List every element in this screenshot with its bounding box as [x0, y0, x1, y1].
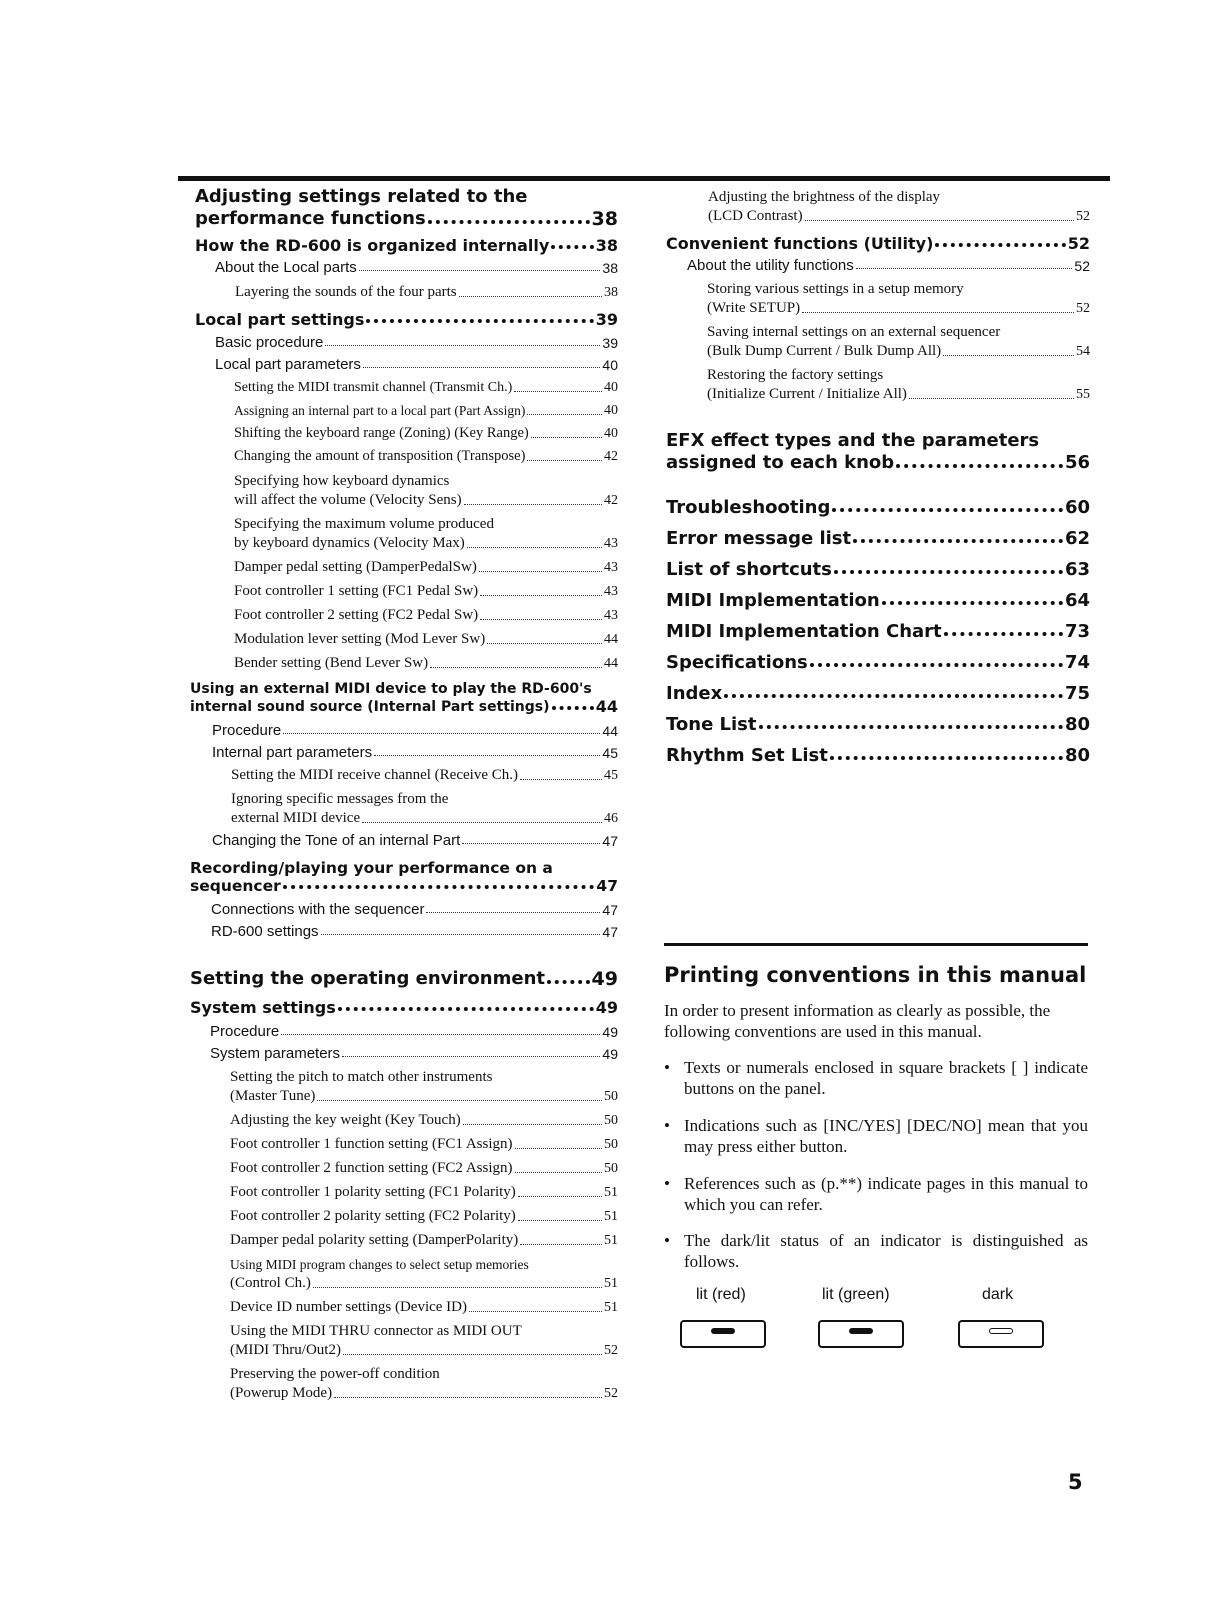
toc-label: performance functions: [195, 208, 426, 229]
toc-entry-shortcuts[interactable]: List of shortcuts 63: [666, 559, 1090, 580]
conventions-intro: In order to present information as clearly as possible, the following conventions are used in this manual.: [664, 1001, 1051, 1041]
toc-entry-mod-lever[interactable]: Modulation lever setting (Mod Lever Sw) 44: [234, 631, 618, 647]
bullet-icon: •: [664, 1116, 670, 1135]
top-rule: [178, 176, 1110, 181]
toc-heading-operating[interactable]: Setting the operating environment 49: [190, 968, 618, 990]
toc-entry-transmit[interactable]: Setting the MIDI transmit channel (Transmit Ch.) 40: [234, 380, 618, 395]
toc-entry-part-assign[interactable]: Assigning an internal part to a local part (Part Assign) 40: [234, 403, 618, 418]
toc-entry-receive[interactable]: Setting the MIDI receive channel (Receive Ch.) 45: [231, 767, 618, 783]
toc-entry-transpose[interactable]: Changing the amount of transposition (Transpose) 42: [234, 448, 618, 464]
toc-entry-specifications[interactable]: Specifications 74: [666, 652, 1090, 673]
toc-entry-master-tune[interactable]: Setting the pitch to match other instruments (Master Tune) 50: [230, 1069, 618, 1104]
toc-entry-velocity-max[interactable]: Specifying the maximum volume produced by keyboard dynamics (Velocity Max) 43: [234, 516, 618, 551]
conventions-bullet: • The dark/lit status of an indicator is distinguished as follows.: [664, 1231, 1088, 1271]
indicator-lit-green-icon: [818, 1320, 904, 1348]
toc-entry-midi-chart[interactable]: MIDI Implementation Chart 73: [666, 621, 1090, 642]
toc-entry-bulk-dump[interactable]: Saving internal settings on an external sequencer (Bulk Dump Current / Bulk Dump All) 54: [707, 324, 1090, 359]
conventions-bullet: • Texts or numerals enclosed in square brackets [ ] indicate buttons on the panel.: [664, 1058, 1088, 1098]
indicator-label-lit-green: lit (green): [822, 1286, 890, 1303]
page-number: 5: [1068, 1470, 1083, 1494]
toc-entry-rhythm-set-list[interactable]: Rhythm Set List 80: [666, 745, 1090, 766]
toc-left-column: [190, 186, 618, 1403]
toc-heading-external-midi[interactable]: Using an external MIDI device to play the RD-600's internal sound source (Internal Part settings) 44: [190, 681, 618, 716]
toc-entry-control-ch[interactable]: Using MIDI program changes to select setup memories (Control Ch.) 51: [230, 1257, 618, 1291]
toc-entry-fc1-polarity[interactable]: Foot controller 1 polarity setting (FC1 Polarity) 51: [230, 1184, 618, 1200]
toc-entry-local-params[interactable]: Local part parameters 40: [215, 356, 618, 373]
toc-heading-recording[interactable]: Recording/playing your performance on a sequencer 47: [190, 859, 618, 895]
toc-entry-system-params[interactable]: System parameters 49: [210, 1045, 618, 1062]
bullet-icon: •: [664, 1231, 670, 1250]
toc-entry-basic-procedure[interactable]: Basic procedure 39: [215, 334, 618, 351]
toc-page: 38: [591, 208, 618, 230]
toc-entry-damper-sw[interactable]: Damper pedal setting (DamperPedalSw) 43: [234, 559, 618, 575]
toc-entry-system-settings[interactable]: System settings 49: [190, 998, 618, 1017]
conventions-bullet: • Indications such as [INC/YES] [DEC/NO] mean that you may press either button.: [664, 1116, 1088, 1156]
toc-entry-procedure-internal[interactable]: Procedure 44: [212, 722, 618, 739]
conventions-title: Printing conventions in this manual: [664, 963, 1087, 987]
toc-entry-key-touch[interactable]: Adjusting the key weight (Key Touch) 50: [230, 1112, 618, 1128]
toc-entry-organized[interactable]: How the RD-600 is organized internally 38: [195, 236, 618, 255]
toc-entry-lcd-contrast[interactable]: Adjusting the brightness of the display (LCD Contrast) 52: [708, 189, 1090, 224]
toc-entry-midi-implementation[interactable]: MIDI Implementation 64: [666, 590, 1090, 611]
section-rule: [664, 943, 1088, 946]
conventions-bullet: • References such as (p.**) indicate pages in this manual to which you can refer.: [664, 1174, 1088, 1214]
toc-entry-midi-thru[interactable]: Using the MIDI THRU connector as MIDI OUT (MIDI Thru/Out2) 52: [230, 1323, 618, 1358]
bullet-icon: •: [664, 1058, 670, 1077]
toc-entry-index[interactable]: Index 75: [666, 683, 1090, 704]
toc-entry-internal-params[interactable]: Internal part parameters 45: [212, 744, 618, 761]
toc-entry-fc2-polarity[interactable]: Foot controller 2 polarity setting (FC2 Polarity) 51: [230, 1208, 618, 1224]
toc-entry-about-local[interactable]: About the Local parts 38: [215, 259, 618, 276]
toc-entry-rd600-settings[interactable]: RD-600 settings 47: [211, 923, 618, 940]
toc-entry-about-utility[interactable]: About the utility functions 52: [687, 257, 1090, 274]
toc-entry-initialize[interactable]: Restoring the factory settings (Initialize Current / Initialize All) 55: [707, 367, 1090, 402]
toc-entry-layering[interactable]: Layering the sounds of the four parts 38: [235, 284, 618, 300]
toc-right-column: [666, 188, 1090, 766]
toc-entry-error-messages[interactable]: Error message list 62: [666, 528, 1090, 549]
toc-entry-device-id[interactable]: Device ID number settings (Device ID) 51: [230, 1299, 618, 1315]
toc-entry-damper-polarity[interactable]: Damper pedal polarity setting (DamperPolarity) 51: [230, 1232, 618, 1248]
toc-entry-change-tone[interactable]: Changing the Tone of an internal Part 47: [212, 832, 618, 849]
toc-entry-utility[interactable]: Convenient functions (Utility) 52: [666, 234, 1090, 253]
toc-entry-fc1-sw[interactable]: Foot controller 1 setting (FC1 Pedal Sw) 43: [234, 583, 618, 599]
toc-entry-velocity-sens[interactable]: Specifying how keyboard dynamics will affect the volume (Velocity Sens) 42: [234, 473, 618, 508]
toc-entry-ignoring[interactable]: Ignoring specific messages from the external MIDI device 46: [231, 791, 618, 826]
indicator-lit-red-icon: [680, 1320, 766, 1348]
toc-entry-connections[interactable]: Connections with the sequencer 47: [211, 901, 618, 918]
indicator-dark-icon: [958, 1320, 1044, 1348]
toc-entry-fc2-assign[interactable]: Foot controller 2 function setting (FC2 Assign) 50: [230, 1160, 618, 1176]
toc-entry-fc2-sw[interactable]: Foot controller 2 setting (FC2 Pedal Sw) 43: [234, 607, 618, 623]
toc-entry-tone-list[interactable]: Tone List 80: [666, 714, 1090, 735]
toc-entry-procedure-system[interactable]: Procedure 49: [210, 1023, 618, 1040]
toc-entry-key-range[interactable]: Shifting the keyboard range (Zoning) (Key Range) 40: [234, 425, 618, 441]
toc-entry-local-part[interactable]: Local part settings 39: [195, 310, 618, 329]
toc-heading-efx[interactable]: EFX effect types and the parameters assigned to each knob 56: [666, 430, 1090, 473]
bullet-icon: •: [664, 1174, 670, 1193]
indicator-label-dark: dark: [982, 1286, 1014, 1303]
toc-heading-performance[interactable]: Adjusting settings related to the performance functions 38: [195, 186, 618, 230]
toc-entry-fc1-assign[interactable]: Foot controller 1 function setting (FC1 Assign) 50: [230, 1136, 618, 1152]
toc-entry-bend-lever[interactable]: Bender setting (Bend Lever Sw) 44: [234, 655, 618, 671]
toc-entry-troubleshooting[interactable]: Troubleshooting 60: [666, 497, 1090, 518]
toc-entry-write-setup[interactable]: Storing various settings in a setup memory (Write SETUP) 52: [707, 281, 1090, 316]
toc-entry-powerup[interactable]: Preserving the power-off condition (Powerup Mode) 52: [230, 1366, 618, 1401]
toc-big-entries: [666, 487, 1090, 766]
indicator-label-lit-red: lit (red): [696, 1286, 746, 1303]
